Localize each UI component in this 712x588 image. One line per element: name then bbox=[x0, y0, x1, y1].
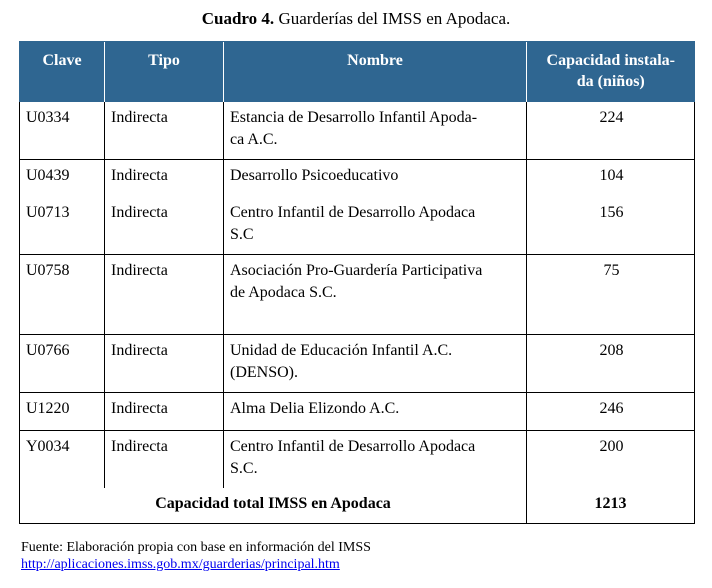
caption-label: Cuadro 4. bbox=[201, 9, 275, 28]
cell-nombre bbox=[224, 102, 527, 160]
table-row bbox=[20, 160, 695, 198]
cell-tipo: Indirecta bbox=[105, 160, 224, 198]
cell-nombre: Alma Delia Elizondo A.C. bbox=[224, 393, 527, 431]
table-row bbox=[20, 197, 695, 255]
cell-clave: U0766 bbox=[20, 335, 105, 393]
cell-tipo: Indirecta bbox=[105, 393, 224, 431]
nombre-line2: S.C. bbox=[230, 460, 258, 477]
table-row bbox=[20, 255, 695, 335]
cell-nombre bbox=[224, 255, 527, 335]
header-clave: Clave bbox=[20, 42, 105, 103]
cell-nombre: Desarrollo Psicoeducativo bbox=[224, 160, 527, 198]
cell-nombre bbox=[224, 431, 527, 489]
cell-capacidad: 156 bbox=[527, 197, 695, 255]
cell-tipo: Indirecta bbox=[105, 197, 224, 255]
cell-clave: Y0034 bbox=[20, 431, 105, 489]
nombre-line1: Unidad de Educación Infantil A.C. bbox=[230, 342, 453, 359]
table-row bbox=[20, 431, 695, 489]
source-link[interactable]: http://aplicaciones.imss.gob.mx/guarderias/principal.htm bbox=[21, 557, 340, 572]
cell-capacidad: 104 bbox=[527, 160, 695, 198]
header-capacidad-line2: da (niños) bbox=[576, 73, 645, 90]
header-tipo: Tipo bbox=[105, 42, 224, 103]
total-value: 1213 bbox=[527, 488, 695, 524]
cell-nombre bbox=[224, 335, 527, 393]
cell-nombre bbox=[224, 197, 527, 255]
cell-tipo: Indirecta bbox=[105, 102, 224, 160]
table-header-row bbox=[20, 42, 695, 103]
nombre-line2: ca A.C. bbox=[230, 131, 278, 148]
cell-clave: U0758 bbox=[20, 255, 105, 335]
caption-title: Guarderías del IMSS en Apodaca. bbox=[278, 9, 511, 28]
cell-capacidad: 246 bbox=[527, 393, 695, 431]
header-nombre: Nombre bbox=[224, 42, 527, 103]
cell-tipo: Indirecta bbox=[105, 255, 224, 335]
source-note bbox=[21, 539, 371, 573]
cell-clave: U0439 bbox=[20, 160, 105, 198]
nombre-line1: Asociación Pro-Guardería Participativa bbox=[230, 262, 483, 279]
cell-capacidad: 75 bbox=[527, 255, 695, 335]
guarderias-table bbox=[19, 41, 695, 524]
cell-capacidad: 200 bbox=[527, 431, 695, 489]
table-row bbox=[20, 335, 695, 393]
cell-tipo: Indirecta bbox=[105, 335, 224, 393]
header-capacidad-line1: Capacidad instala- bbox=[546, 52, 675, 69]
nombre-line1: Centro Infantil de Desarrollo Apodaca bbox=[230, 204, 476, 221]
table-caption bbox=[0, 9, 712, 29]
total-label: Capacidad total IMSS en Apodaca bbox=[20, 488, 527, 524]
cell-clave: U0334 bbox=[20, 102, 105, 160]
nombre-line1: Centro Infantil de Desarrollo Apodaca bbox=[230, 438, 476, 455]
nombre-line2: (DENSO). bbox=[230, 364, 298, 381]
cell-tipo: Indirecta bbox=[105, 431, 224, 489]
nombre-line2: de Apodaca S.C. bbox=[230, 284, 337, 301]
header-capacidad bbox=[527, 42, 695, 103]
cell-capacidad: 208 bbox=[527, 335, 695, 393]
cell-clave: U1220 bbox=[20, 393, 105, 431]
table-row bbox=[20, 393, 695, 431]
cell-capacidad: 224 bbox=[527, 102, 695, 160]
nombre-line2: S.C bbox=[230, 226, 254, 243]
table-total-row bbox=[20, 488, 695, 524]
cell-clave: U0713 bbox=[20, 197, 105, 255]
nombre-line1: Estancia de Desarrollo Infantil Apoda- bbox=[230, 109, 478, 126]
source-text: Fuente: Elaboración propia con base en información del IMSS bbox=[21, 540, 371, 555]
table-row bbox=[20, 102, 695, 160]
